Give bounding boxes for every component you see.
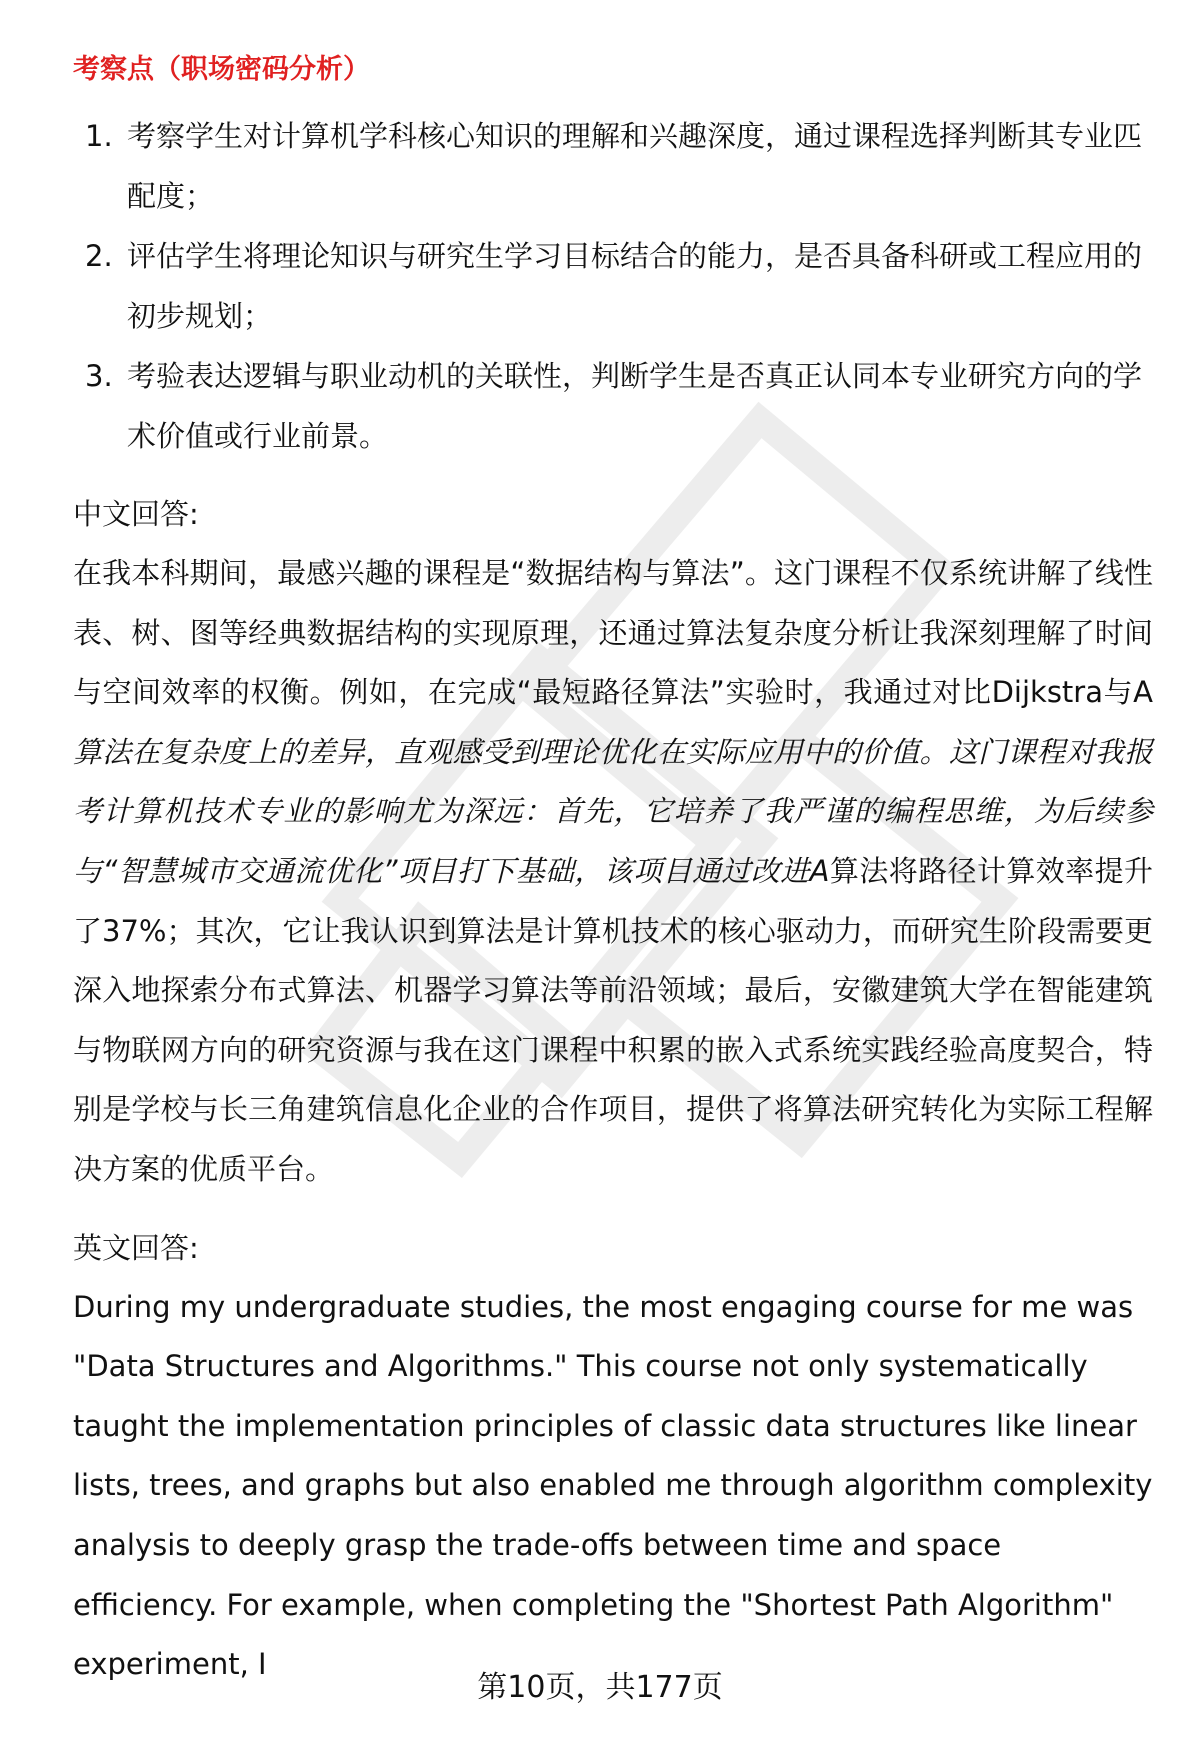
english-answer-heading: 英文回答: — [73, 1230, 199, 1265]
list-item — [73, 346, 1153, 466]
chinese-answer-paragraph — [73, 544, 1153, 1200]
chinese-answer-heading: 中文回答: — [73, 497, 199, 531]
chinese-answer-text-italic: 算法在复杂度上的差异，直观感受到理论优化在实际应用中的价值。这门课程对我报考计算机技术专业的影响尤为深远：首先，它培养了我严谨的编程思维，为后续参与“智慧城市交通流优化”项目打下基础，该项目通过改进A — [73, 734, 1153, 888]
english-answer-paragraph: During my undergraduate studies, the most engaging course for me was "Data Structures and Algorithms." This course not only systematically taught the implementation principles of classic data structures like linear lists, trees, and graphs but also enabled me through algorithm complexity analysis to deeply grasp the trade-offs between time and space efficiency. For example, when completing the "Shortest Path Algorithm" experiment, I — [73, 1289, 1153, 1682]
chinese-answer-text-part1: 在我本科期间，最感兴趣的课程是“数据结构与算法”。这门课程不仅系统讲解了线性表、树、图等经典数据结构的实现原理，还通过算法复杂度分析让我深刻理解了时间与空间效率的权衡。例如，在完成“最短路径算法”实验时，我通过对比Dijkstra与A — [73, 556, 1153, 710]
section-title: 考察点（职场密码分析） — [73, 54, 370, 85]
assessment-points-list — [73, 106, 1153, 466]
list-item-number: 3. — [85, 359, 113, 393]
list-item — [73, 226, 1153, 346]
list-item-number: 2. — [85, 239, 113, 273]
list-item-text: 考验表达逻辑与职业动机的关联性，判断学生是否真正认同本专业研究方向的学术价值或行业前景。 — [127, 359, 1143, 453]
list-item-text: 考察学生对计算机学科核心知识的理解和兴趣深度，通过课程选择判断其专业匹配度； — [127, 119, 1143, 213]
main-content — [73, 40, 1153, 1695]
list-item-number: 1. — [85, 119, 113, 153]
list-item — [73, 106, 1153, 226]
list-item-text: 评估学生将理论知识与研究生学习目标结合的能力，是否具备科研或工程应用的初步规划； — [127, 239, 1143, 333]
chinese-answer-text-part3: 算法将路径计算效率提升了37%；其次，它让我认识到算法是计算机技术的核心驱动力，而研究生阶段需要更深入地探索分布式算法、机器学习算法等前沿领域；最后，安徽建筑大学在智能建筑与物联网方向的研究资源与我在这门课程中积累的嵌入式系统实践经验高度契合，特别是学校与长三角建筑信息化企业的合作项目，提供了将算法研究转化为实际工程解决方案的优质平台。 — [73, 853, 1153, 1186]
page-number-footer: 第10页，共177页 — [477, 1670, 723, 1705]
